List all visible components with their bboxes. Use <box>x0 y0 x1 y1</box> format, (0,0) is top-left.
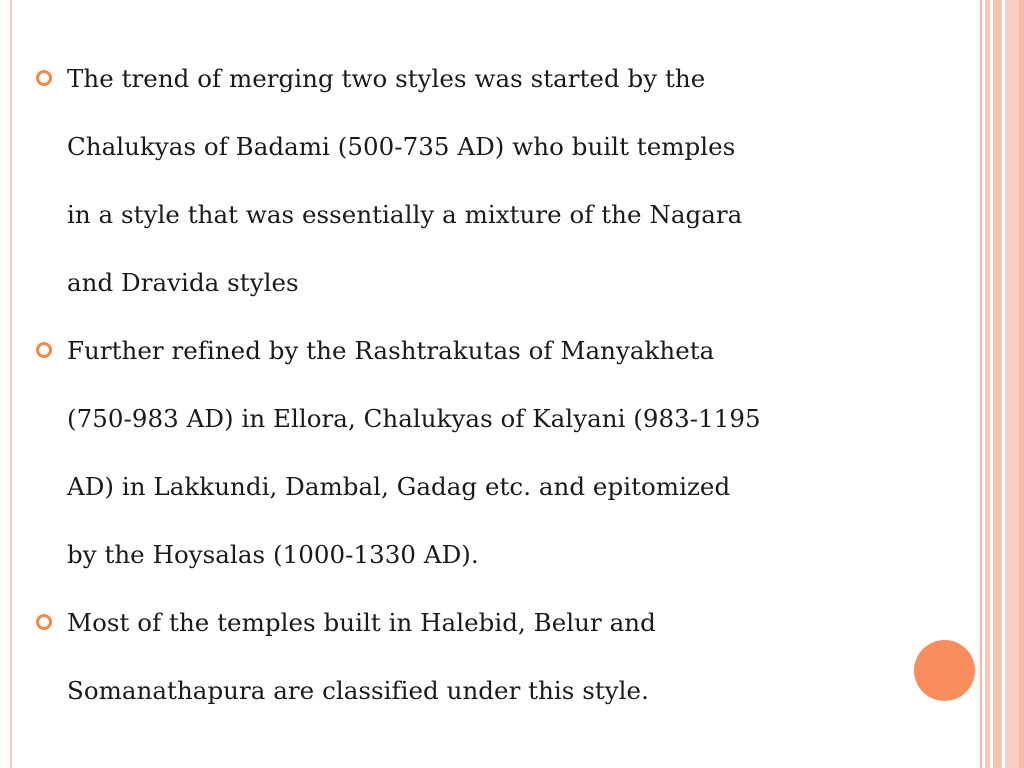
bullet-line: Further refined by the Rashtrakutas of Manyakheta <box>67 336 715 365</box>
decorative-stripe <box>1005 0 1019 768</box>
bullet-line: in a style that was essentially a mixture of the Nagara <box>67 200 743 229</box>
bullet-line: Somanathapura are classified under this style. <box>67 676 649 705</box>
frame-left-line <box>10 0 12 768</box>
bullet-item <box>30 317 930 589</box>
decorative-stripe <box>993 0 1002 768</box>
bullet-line: Most of the temples built in Halebid, Belur and <box>67 608 656 637</box>
slide-content <box>30 45 930 725</box>
bullet-line: The trend of merging two styles was started by the <box>67 64 706 93</box>
decorative-stripe <box>980 0 982 768</box>
bullet-line: (750-983 AD) in Ellora, Chalukyas of Kalyani (983-1195 <box>67 404 761 433</box>
bullet-circle-icon <box>36 614 52 630</box>
bullet-item <box>30 589 930 725</box>
bullet-line: AD) in Lakkundi, Dambal, Gadag etc. and epitomized <box>67 472 731 501</box>
bullet-line: by the Hoysalas (1000-1330 AD). <box>67 540 479 569</box>
decorative-stripe <box>990 0 992 768</box>
decorative-stripe <box>1019 0 1024 768</box>
bullet-circle-icon <box>36 70 52 86</box>
bullet-circle-icon <box>36 342 52 358</box>
bullet-line: Chalukyas of Badami (500-735 AD) who built temples <box>67 132 736 161</box>
bullet-line: and Dravida styles <box>67 268 299 297</box>
bullet-item <box>30 45 930 317</box>
